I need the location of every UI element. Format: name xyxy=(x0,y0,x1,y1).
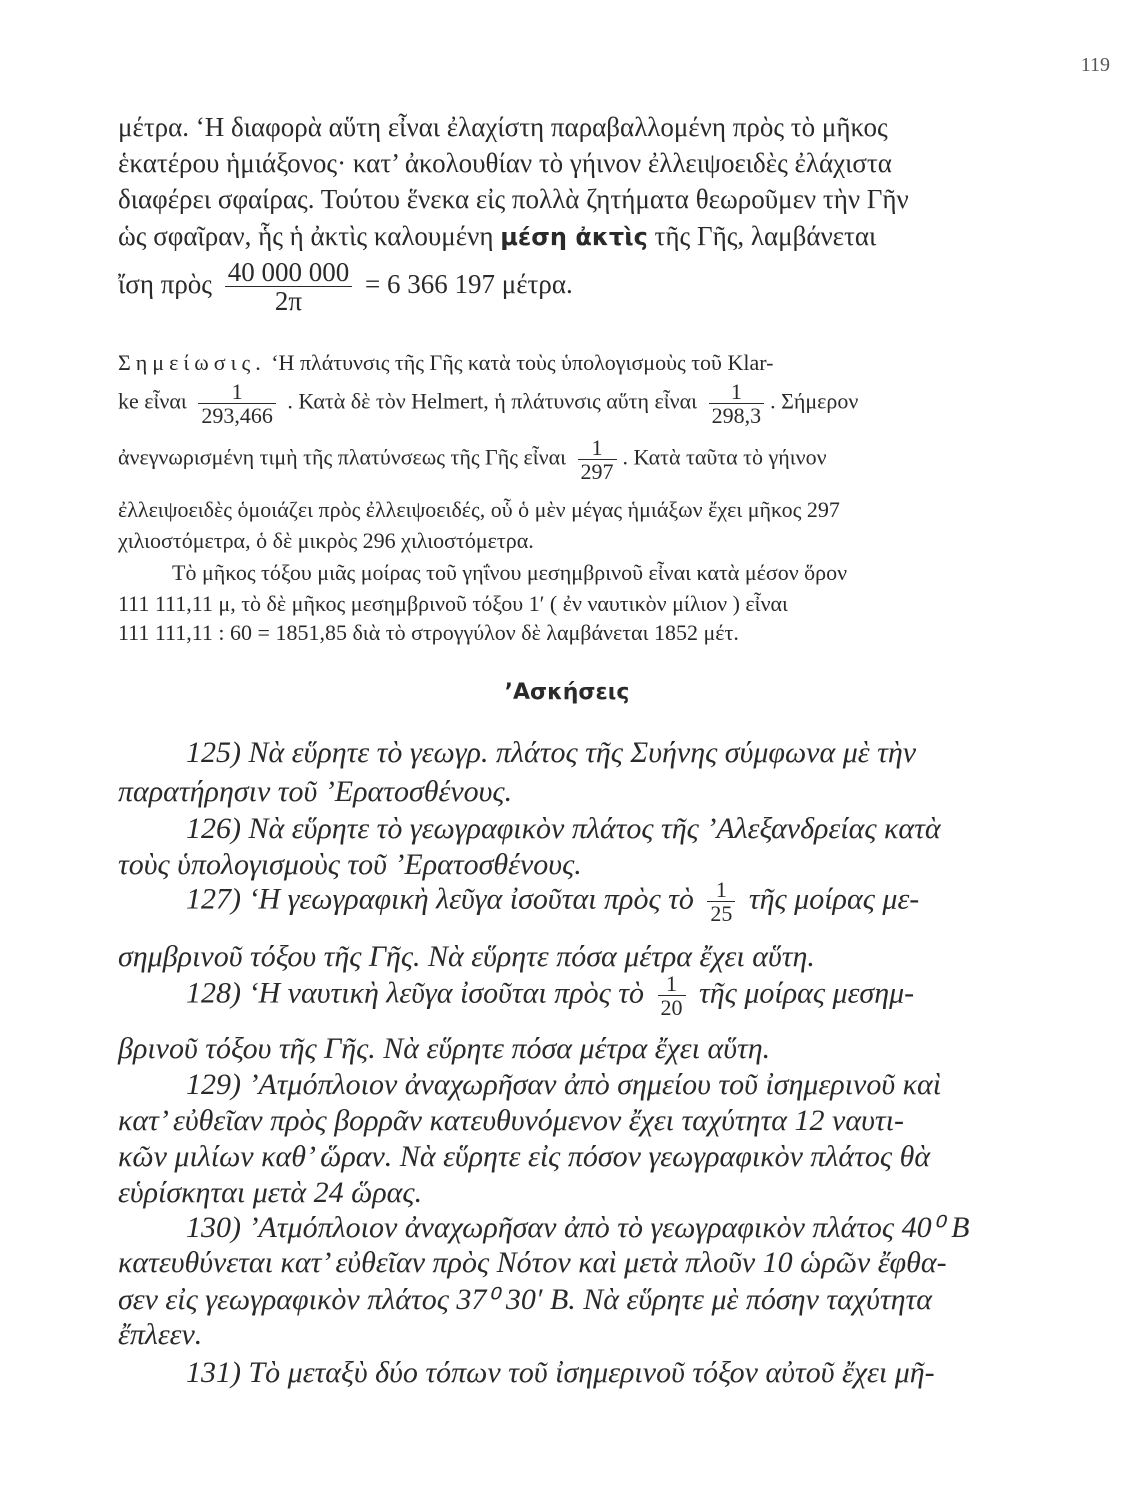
exercise-line: 131) Τὸ μεταξὺ δύο τόπων τοῦ ἰσημερινοῦ τόξον αὐτοῦ ἔχει μῆ- xyxy=(186,1356,935,1389)
fraction xyxy=(707,878,735,925)
fraction xyxy=(198,380,276,427)
fraction-numerator: 1 xyxy=(578,436,617,460)
exercise-line: κῶν μιλίων καθ’ ὥραν. Νὰ εὕρητε εἰς πόσον γεωγραφικὸν πλάτος θὰ xyxy=(118,1140,931,1173)
note-line: 111 111,11 μ, τὸ δὲ μῆκος μεσημβρινοῦ τόξου 1′ ( ἐν ναυτικὸν μίλιον ) εἶναι xyxy=(118,591,788,616)
note-line xyxy=(118,436,827,483)
text-segment: τῆς μοίρας με- xyxy=(748,882,920,916)
text-segment: τῆς Γῆς, λαμβάνεται xyxy=(654,221,877,251)
fraction-numerator: 40 000 000 xyxy=(225,258,353,287)
note-label: Σημείωσις. xyxy=(118,350,266,375)
exercise-line xyxy=(186,972,914,1019)
fraction-numerator: 1 xyxy=(707,878,735,902)
bold-term: μέση ἀκτὶς xyxy=(500,223,648,251)
exercise-line: σεν εἰς γεωγραφικὸν πλάτος 37⁰ 30′ Β. Νὰ εὕρητε μὲ πόσην ταχύτητα xyxy=(118,1283,932,1316)
exercise-line: παρατήρησιν τοῦ ’Ερατοσθένους. xyxy=(118,775,513,808)
exercise-line: κατ’ εὐθεῖαν πρὸς βορρᾶν κατευθυνόμενον ἔχει ταχύτητα 12 ναυτι- xyxy=(118,1104,904,1137)
formula-line xyxy=(118,258,573,316)
exercise-line: σημβρινοῦ τόξου τῆς Γῆς. Νὰ εὕρητε πόσα μέτρα ἔχει αὕτη. xyxy=(118,940,815,973)
fraction-denominator: 297 xyxy=(580,459,614,485)
text-segment: ‘Η πλάτυνσις τῆς Γῆς κατὰ τοὺς ὑπολογισμοὺς τοῦ Klar- xyxy=(271,350,774,375)
fraction xyxy=(225,258,353,316)
fraction-numerator: 1 xyxy=(658,972,686,996)
fraction-denominator: 20 xyxy=(660,995,683,1021)
exercise-line xyxy=(186,878,919,925)
note-line xyxy=(118,380,858,427)
text-segment: . Σήμερον xyxy=(770,388,859,414)
note-line: χιλιοστόμετρα, ὁ δὲ μικρὸς 296 χιλιοστόμετρα. xyxy=(118,528,534,553)
text-segment: ὡς σφαῖραν, ἧς ἡ ἀκτὶς καλουμένη xyxy=(118,221,494,251)
exercise-line: 126) Νὰ εὕρητε τὸ γεωγραφικὸν πλάτος τῆς ’Αλεξανδρείας κατὰ xyxy=(186,812,941,845)
text-segment: ἀνεγνωρισμένη τιμὴ τῆς πλατύνσεως τῆς Γῆς εἶναι xyxy=(118,444,567,470)
exercise-line: βρινοῦ τόξου τῆς Γῆς. Νὰ εὕρητε πόσα μέτρα ἔχει αὕτη. xyxy=(118,1032,771,1065)
text-segment: ke εἶναι xyxy=(118,388,187,414)
fraction xyxy=(709,380,765,427)
main-text-line xyxy=(118,221,876,252)
fraction-denominator: 25 xyxy=(710,901,733,927)
note-line xyxy=(118,350,773,376)
note-line: ἐλλειψοειδὲς ὁμοιάζει πρὸς ἐλλειψοειδές, οὗ ὁ μὲν μέγας ἡμιάξων ἔχει μῆκος 297 xyxy=(118,497,840,522)
exercise-line: εὑρίσκηται μετὰ 24 ὥρας. xyxy=(118,1176,423,1209)
fraction xyxy=(578,436,617,483)
fraction-numerator: 1 xyxy=(709,380,765,404)
text-segment: ἴση πρὸς xyxy=(118,269,212,300)
text-segment: τῆς μοίρας μεσημ- xyxy=(699,976,915,1010)
main-text-line: ἑκατέρου ἡμιάξονος· κατ’ ἀκολουθίαν τὸ γήινον ἐλλειψοειδὲς ἐλάχιστα xyxy=(118,148,892,178)
exercise-line: 130) ’Ατμόπλοιον ἀναχωρῆσαν ἀπὸ τὸ γεωγραφικὸν πλάτος 40⁰ Β xyxy=(186,1211,970,1244)
exercise-line: 125) Νὰ εὕρητε τὸ γεωγρ. πλάτος τῆς Συήνης σύμφωνα μὲ τὴν xyxy=(186,736,917,769)
text-segment: . Κατὰ ταῦτα τὸ γήινον xyxy=(622,444,827,470)
fraction-numerator: 1 xyxy=(198,380,276,404)
fraction-denominator: 298,3 xyxy=(711,403,762,429)
note-line: Τὸ μῆκος τόξου μιᾶς μοίρας τοῦ γηΐνου μεσημβρινοῦ εἶναι κατὰ μέσον ὅρον xyxy=(172,560,848,585)
exercise-line: κατευθύνεται κατ’ εὐθεῖαν πρὸς Νότον καὶ μετὰ πλοῦν 10 ὡρῶν ἔφθα- xyxy=(118,1246,947,1279)
fraction-denominator: 293,466 xyxy=(201,403,273,429)
note-line: 111 111,11 : 60 = 1851,85 διὰ τὸ στρογγύλον δὲ λαμβάνεται 1852 μέτ. xyxy=(118,620,739,645)
exercise-line: ἔπλεεν. xyxy=(118,1318,203,1351)
main-text-line: μέτρα. ‘Η διαφορὰ αὕτη εἶναι ἐλαχίστη παραβαλλομένη πρὸς τὸ μῆκος xyxy=(118,112,888,142)
page-number: 119 xyxy=(1080,54,1110,76)
section-heading: ’Ασκήσεις xyxy=(504,680,630,705)
exercise-line: τοὺς ὑπολογισμοὺς τοῦ ’Ερατοσθένους. xyxy=(118,848,582,881)
fraction xyxy=(658,972,686,1019)
text-segment: . Κατὰ δὲ τὸν Helmert, ἡ πλάτυνσις αὕτη εἶναι xyxy=(287,388,698,414)
text-segment: = 6 366 197 μέτρα. xyxy=(365,269,573,300)
exercise-line: 129) ’Ατμόπλοιον ἀναχωρῆσαν ἀπὸ σημείου τοῦ ἰσημερινοῦ καὶ xyxy=(186,1068,942,1101)
text-segment: 128) ‘Η ναυτικὴ λεῦγα ἰσοῦται πρὸς τὸ xyxy=(186,976,645,1010)
main-text-line: διαφέρει σφαίρας. Τούτου ἕνεκα εἰς πολλὰ ζητήματα θεωροῦμεν τὴν Γῆν xyxy=(118,184,909,214)
fraction-denominator: 2π xyxy=(274,286,303,317)
text-segment: 127) ‘Η γεωγραφικὴ λεῦγα ἰσοῦται πρὸς τὸ xyxy=(186,882,694,916)
